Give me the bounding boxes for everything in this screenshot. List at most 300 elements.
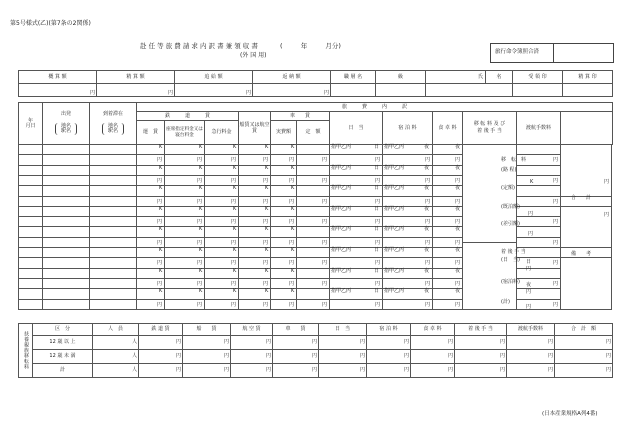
hdr-juryoin-value[interactable] bbox=[513, 84, 563, 97]
yen-cell-11-3: 円 bbox=[157, 260, 163, 267]
yen-cell-3-4: 円 bbox=[197, 177, 203, 184]
yen-cell-13-9: 円 bbox=[375, 280, 381, 287]
hdr-juryoin: 受 領 印 bbox=[513, 71, 563, 84]
km-cell-4-5: K bbox=[233, 185, 237, 192]
yen-cell-9-3: 円 bbox=[157, 239, 163, 246]
sum-yen-0-9[interactable]: 円 bbox=[507, 336, 555, 350]
km-cell-0-7: K bbox=[291, 144, 295, 150]
ryohi-header: 旅 費 内 訳 bbox=[137, 103, 613, 112]
sum-yen-0-2[interactable]: 円 bbox=[183, 336, 231, 350]
note-iten-yen: 円 bbox=[604, 179, 610, 185]
sum-yen-1-9[interactable]: 円 bbox=[507, 350, 555, 364]
yen-cell-1-5: 円 bbox=[231, 157, 237, 164]
nitto-header: 日 当 bbox=[330, 112, 383, 145]
yen-cell-11-4: 円 bbox=[197, 260, 203, 267]
col-departure bbox=[43, 103, 90, 145]
sum-yen-2-2[interactable]: 円 bbox=[183, 364, 231, 378]
hdr-tsuikyu: 追 給 額 bbox=[175, 71, 253, 84]
yen-cell-1-9: 円 bbox=[375, 157, 381, 164]
sum-row-over12 bbox=[19, 336, 613, 350]
hi-nitto-8: 日 bbox=[374, 226, 380, 233]
yen-cell-15-7: 円 bbox=[289, 301, 295, 308]
sum-yen-0-4[interactable]: 円 bbox=[273, 336, 319, 350]
tokou-row-line-5 bbox=[516, 196, 560, 197]
yen-cell-3-10: 円 bbox=[425, 177, 431, 184]
yen-cell-5-9: 円 bbox=[375, 198, 381, 205]
km-cell-12-3: K bbox=[159, 267, 163, 274]
km-cell-14-7: K bbox=[291, 288, 295, 295]
yen-cell-7-3: 円 bbox=[157, 219, 163, 226]
note-nitto-yen: 円 bbox=[526, 266, 532, 272]
tokou-row-line-12 bbox=[516, 268, 560, 269]
arrival-label: 到着滞在 bbox=[102, 111, 123, 117]
note-chakugo: 着 後 手 当 bbox=[501, 249, 526, 255]
yen-cell-7-6: 円 bbox=[263, 219, 269, 226]
shitei-shuku-8: 指甲乙丙 bbox=[384, 226, 405, 233]
right-panel-top bbox=[561, 112, 613, 145]
tokou-row-line-1 bbox=[516, 154, 560, 155]
biko-top bbox=[560, 247, 612, 248]
title-year: 年 bbox=[300, 42, 308, 50]
sum-hdr-senpaku: 船 賃 bbox=[183, 324, 231, 336]
form-subtitle: (外 国 用) bbox=[240, 52, 267, 59]
note-teigaku: (定額) bbox=[501, 185, 515, 191]
yen-cell-5-3: 円 bbox=[157, 198, 163, 205]
hdr-tsuikyu-value[interactable]: 円 bbox=[175, 84, 253, 97]
sum-yen-2-5[interactable]: 円 bbox=[319, 364, 367, 378]
shitei-nitto-14: 指甲乙丙 bbox=[331, 288, 352, 295]
km-cell-10-3: K bbox=[159, 247, 163, 253]
detail-body-bottom bbox=[18, 309, 612, 310]
hdr-henno: 返 納 額 bbox=[253, 71, 331, 84]
hdr-shi-value[interactable] bbox=[426, 84, 513, 97]
shitei-nitto-10: 指甲乙丙 bbox=[331, 247, 352, 253]
yen-cell-5-10: 円 bbox=[425, 198, 431, 205]
km-cell-6-5: K bbox=[233, 205, 237, 212]
summary-table bbox=[18, 323, 613, 378]
sum-hdr-chakugo: 着 後 手 当 bbox=[455, 324, 507, 336]
sum-yen-2-9[interactable]: 円 bbox=[507, 364, 555, 378]
yen-cell-11-6: 円 bbox=[263, 260, 269, 267]
detail-row-line-11 bbox=[18, 257, 462, 258]
yen-cell-11-11: 円 bbox=[455, 260, 461, 267]
note-kei-yen: 円 bbox=[526, 304, 532, 310]
summary-side-label: 扶養親族移転料 bbox=[19, 324, 33, 378]
gokei-yen: 円 bbox=[604, 212, 610, 218]
note-yen-3: 円 bbox=[528, 231, 534, 237]
senpaku-header: 船賃又は航空賃 bbox=[239, 112, 271, 145]
km-cell-10-6: K bbox=[265, 247, 269, 253]
hi-nitto-10: 日 bbox=[374, 247, 380, 253]
sum-yen-1-5[interactable]: 円 bbox=[319, 350, 367, 364]
tokou-row-line-2 bbox=[516, 165, 560, 166]
shitei-shuku-14: 指甲乙丙 bbox=[384, 288, 405, 295]
tokou-header: 渡航手数料 bbox=[517, 112, 561, 145]
km-cell-14-4: K bbox=[199, 288, 203, 295]
sum-nin-1[interactable]: 人 bbox=[93, 350, 139, 364]
sum-yen-0-7[interactable]: 円 bbox=[411, 336, 455, 350]
sum-hdr-shuku: 宿 泊 料 bbox=[367, 324, 411, 336]
yen-cell-5-6: 円 bbox=[263, 198, 269, 205]
tetsudo-header: 鉄 道 賃 bbox=[137, 112, 239, 121]
km-cell-6-4: K bbox=[199, 205, 203, 212]
sum-yen-0-3[interactable]: 円 bbox=[231, 336, 273, 350]
sum-yen-1-10[interactable]: 円 bbox=[555, 350, 613, 364]
km-cell-0-5: K bbox=[233, 144, 237, 150]
yen-cell-15-8: 円 bbox=[322, 301, 328, 308]
note-rotei: (路 程) bbox=[501, 167, 517, 173]
yen-cell-11-10: 円 bbox=[425, 260, 431, 267]
yen-cell-13-11: 円 bbox=[455, 280, 461, 287]
yen-cell-11-9: 円 bbox=[375, 260, 381, 267]
km-cell-10-7: K bbox=[291, 247, 295, 253]
tokou-row-line-10 bbox=[516, 247, 560, 248]
yen-cell-9-5: 円 bbox=[231, 239, 237, 246]
hdr-seisanin-value[interactable] bbox=[563, 84, 613, 97]
detail-row-line-5 bbox=[18, 196, 462, 197]
sum-yen-1-2[interactable]: 円 bbox=[183, 350, 231, 364]
yen-cell-1-8: 円 bbox=[322, 157, 328, 164]
shitei-nitto-4: 指甲乙丙 bbox=[331, 185, 352, 192]
detail-col-line-12 bbox=[462, 144, 463, 309]
approval-box bbox=[490, 43, 614, 63]
yen-cell-9-10: 円 bbox=[425, 239, 431, 246]
km-cell-8-6: K bbox=[265, 226, 269, 233]
form-id: 第5号様式(乙)(第7条の2関係) bbox=[10, 20, 91, 27]
sum-hdr-tetsudo: 鉄 道 賃 bbox=[139, 324, 183, 336]
iten-split bbox=[462, 242, 516, 243]
shitei-nitto-6: 指甲乙丙 bbox=[331, 205, 352, 212]
yen-tokou-15: 円 bbox=[553, 301, 559, 308]
title-text: 赴 任 等 旅 費 請 求 内 訳 書 兼 領 収 書 bbox=[140, 42, 258, 50]
sum-kubun-1: 12 歳 未 満 bbox=[33, 350, 93, 364]
shitei-nitto-12: 指甲乙丙 bbox=[331, 267, 352, 274]
yen-cell-9-11: 円 bbox=[455, 239, 461, 246]
yen-cell-9-8: 円 bbox=[322, 239, 328, 246]
tokou-row-line-11 bbox=[516, 257, 560, 258]
note-shuku-ya: 夜 bbox=[526, 282, 532, 288]
footer-note: (日本産業規格A列4番) bbox=[542, 411, 598, 417]
hi-nitto-12: 日 bbox=[374, 267, 380, 274]
ya-shokutaku-12: 夜 bbox=[455, 267, 461, 274]
approval-label: 旅行命令簿照合済 bbox=[495, 49, 540, 55]
km-cell-6-7: K bbox=[291, 205, 295, 212]
km-cell-10-4: K bbox=[199, 247, 203, 253]
shitei-nitto-2: 指甲乙丙 bbox=[331, 164, 352, 171]
title-date-open: ( bbox=[280, 42, 283, 50]
yen-cell-15-4: 円 bbox=[197, 301, 203, 308]
yen-cell-3-3: 円 bbox=[157, 177, 163, 184]
tokou-row-line-9 bbox=[516, 237, 560, 238]
yen-cell-13-8: 円 bbox=[322, 280, 328, 287]
hdr-seisan: 精 算 額 bbox=[97, 71, 175, 84]
sum-yen-2-8[interactable]: 円 bbox=[455, 364, 507, 378]
hdr-mei: 名 bbox=[486, 71, 513, 84]
yen-tokou-9: 円 bbox=[553, 239, 559, 246]
teigaku-header: 定 額 bbox=[297, 121, 330, 145]
detail-row-line-7 bbox=[18, 216, 462, 217]
sum-yen-2-6[interactable]: 円 bbox=[367, 364, 411, 378]
col-arrival bbox=[90, 103, 137, 145]
note-shukuhaku: (宿泊料) bbox=[501, 279, 520, 285]
yen-cell-7-9: 円 bbox=[375, 219, 381, 226]
ya-shuku-12: 夜 bbox=[424, 267, 430, 274]
yen-cell-15-9: 円 bbox=[375, 301, 381, 308]
departure-sub: 地名 駅名 bbox=[55, 123, 77, 135]
sum-yen-1-8[interactable]: 円 bbox=[455, 350, 507, 364]
sum-yen-0-5[interactable]: 円 bbox=[319, 336, 367, 350]
km-cell-0-6: K bbox=[265, 144, 269, 150]
sum-yen-0-6[interactable]: 円 bbox=[367, 336, 411, 350]
km-cell-6-3: K bbox=[159, 205, 163, 212]
yen-cell-3-9: 円 bbox=[375, 177, 381, 184]
shitei-shuku-10: 指甲乙丙 bbox=[384, 247, 405, 253]
yen-cell-13-3: 円 bbox=[157, 280, 163, 287]
hdr-kyu: 級 bbox=[376, 71, 426, 84]
yen-cell-1-3: 円 bbox=[157, 157, 163, 164]
km-cell-4-6: K bbox=[265, 185, 269, 192]
sum-hdr-shokutaku: 食 卓 料 bbox=[411, 324, 455, 336]
ya-shuku-10: 夜 bbox=[424, 247, 430, 253]
km-cell-14-5: K bbox=[233, 288, 237, 295]
km-cell-12-6: K bbox=[265, 267, 269, 274]
ya-shuku-4: 夜 bbox=[424, 185, 430, 192]
sum-yen-0-1[interactable]: 円 bbox=[139, 336, 183, 350]
tokou-row-line-4 bbox=[516, 185, 560, 186]
detail-col-line-15 bbox=[560, 144, 561, 309]
yen-cell-3-7: 円 bbox=[289, 177, 295, 184]
biko-label: 備 考 bbox=[571, 251, 592, 257]
ya-shuku-2: 夜 bbox=[424, 164, 430, 171]
sum-hdr-gokei: 合 計 額 bbox=[555, 324, 613, 336]
hi-nitto-4: 日 bbox=[374, 185, 380, 192]
yen-cell-7-4: 円 bbox=[197, 219, 203, 226]
hdr-henno-value[interactable]: 円 bbox=[253, 84, 331, 97]
yen-tokou-3: 円 bbox=[553, 177, 559, 184]
yen-cell-7-7: 円 bbox=[289, 219, 295, 226]
hi-nitto-14: 日 bbox=[374, 288, 380, 295]
yen-cell-15-5: 円 bbox=[231, 301, 237, 308]
km-cell-2-4: K bbox=[199, 164, 203, 171]
tokou-row-line-7 bbox=[516, 216, 560, 217]
sum-yen-1-7[interactable]: 円 bbox=[411, 350, 455, 364]
sum-yen-2-7[interactable]: 円 bbox=[411, 364, 455, 378]
yen-cell-13-4: 円 bbox=[197, 280, 203, 287]
tokou-row-line-6 bbox=[516, 206, 560, 207]
km-cell-0-3: K bbox=[159, 144, 163, 150]
yen-cell-5-11: 円 bbox=[455, 198, 461, 205]
yen-cell-7-10: 円 bbox=[425, 219, 431, 226]
ya-shuku-0: 夜 bbox=[424, 144, 430, 150]
detail-row-line-3 bbox=[18, 175, 462, 176]
ya-shuku-6: 夜 bbox=[424, 205, 430, 212]
yen-cell-7-8: 円 bbox=[322, 219, 328, 226]
tokou-row-line-14 bbox=[516, 288, 560, 289]
detail-row-line-13 bbox=[18, 278, 462, 279]
km-cell-2-3: K bbox=[159, 164, 163, 171]
yen-cell-1-11: 円 bbox=[455, 157, 461, 164]
hdr-seisanin: 精 算 印 bbox=[563, 71, 613, 84]
km-cell-12-7: K bbox=[291, 267, 295, 274]
yen-cell-1-10: 円 bbox=[425, 157, 431, 164]
yen-cell-5-8: 円 bbox=[322, 198, 328, 205]
gokei-label: 合 計 bbox=[571, 195, 592, 201]
ya-shokutaku-4: 夜 bbox=[455, 185, 461, 192]
sum-nin-0[interactable]: 人 bbox=[93, 336, 139, 350]
hi-nitto-6: 日 bbox=[374, 205, 380, 212]
yen-tokou-5: 円 bbox=[553, 198, 559, 205]
yen-cell-11-7: 円 bbox=[289, 260, 295, 267]
untin-header: 運 賃 bbox=[137, 121, 165, 145]
yen-tokou-7: 円 bbox=[553, 219, 559, 226]
yen-cell-15-11: 円 bbox=[455, 301, 461, 308]
shitei-nitto-8: 指甲乙丙 bbox=[331, 226, 352, 233]
sum-yen-0-8[interactable]: 円 bbox=[455, 336, 507, 350]
km-cell-12-5: K bbox=[233, 267, 237, 274]
km-cell-10-5: K bbox=[233, 247, 237, 253]
yen-cell-7-11: 円 bbox=[455, 219, 461, 226]
shitei-shuku-6: 指甲乙丙 bbox=[384, 205, 405, 212]
ya-shokutaku-6: 夜 bbox=[455, 205, 461, 212]
yen-tokou-11: 円 bbox=[553, 260, 559, 267]
shitei-nitto-0: 指甲乙丙 bbox=[331, 144, 352, 150]
ya-shokutaku-14: 夜 bbox=[455, 288, 461, 295]
yen-cell-5-5: 円 bbox=[231, 198, 237, 205]
kyuko-header: 急行料金 bbox=[205, 121, 239, 145]
km-cell-2-6: K bbox=[265, 164, 269, 171]
yen-cell-3-6: 円 bbox=[263, 177, 269, 184]
yen-cell-9-7: 円 bbox=[289, 239, 295, 246]
km-cell-8-5: K bbox=[233, 226, 237, 233]
note-shuku-yen: 円 bbox=[526, 289, 532, 295]
yen-cell-1-6: 円 bbox=[263, 157, 269, 164]
ya-shuku-8: 夜 bbox=[424, 226, 430, 233]
km-cell-2-7: K bbox=[291, 164, 295, 171]
tokou-row-line-8 bbox=[516, 226, 560, 227]
sum-hdr-nin: 人 員 bbox=[93, 324, 139, 336]
yen-cell-15-6: 円 bbox=[263, 301, 269, 308]
gokei-mid bbox=[560, 206, 612, 207]
sum-yen-2-4[interactable]: 円 bbox=[273, 364, 319, 378]
sum-yen-1-6[interactable]: 円 bbox=[367, 350, 411, 364]
sum-hdr-nitto: 日 当 bbox=[319, 324, 367, 336]
sum-yen-1-3[interactable]: 円 bbox=[231, 350, 273, 364]
km-cell-4-4: K bbox=[199, 185, 203, 192]
yen-cell-15-10: 円 bbox=[425, 301, 431, 308]
km-cell-8-4: K bbox=[199, 226, 203, 233]
tokou-row-line-3 bbox=[516, 175, 560, 176]
note-sahiki: (差引額) bbox=[501, 221, 520, 227]
hi-nitto-2: 日 bbox=[374, 164, 380, 171]
yen-cell-1-7: 円 bbox=[289, 157, 295, 164]
km-cell-2-5: K bbox=[233, 164, 237, 171]
sum-yen-1-1[interactable]: 円 bbox=[139, 350, 183, 364]
yen-cell-15-3: 円 bbox=[157, 301, 163, 308]
ya-shokutaku-0: 夜 bbox=[455, 144, 461, 150]
hdr-shi: 氏 bbox=[426, 71, 486, 84]
yen-cell-13-10: 円 bbox=[425, 280, 431, 287]
note-kei: (計) bbox=[501, 299, 510, 305]
hdr-kyu-value[interactable] bbox=[376, 84, 426, 97]
sum-kubun-2: 計 bbox=[33, 364, 93, 378]
shokutaku-header: 食 卓 料 bbox=[433, 112, 463, 145]
yen-cell-13-6: 円 bbox=[263, 280, 269, 287]
km-cell-0-4: K bbox=[199, 144, 203, 150]
km-cell-8-3: K bbox=[159, 226, 163, 233]
yen-cell-9-9: 円 bbox=[375, 239, 381, 246]
iten-header: 移 転 料 及 び 着 後 手 当 bbox=[463, 112, 517, 145]
note-nitto-hi: 日 bbox=[526, 259, 532, 265]
yen-cell-9-6: 円 bbox=[263, 239, 269, 246]
ya-shuku-14: 夜 bbox=[424, 288, 430, 295]
hdr-gaisan-value[interactable]: 円 bbox=[19, 84, 97, 97]
yen-cell-3-11: 円 bbox=[455, 177, 461, 184]
detail-row-line-9 bbox=[18, 237, 462, 238]
sum-yen-0-10[interactable]: 円 bbox=[555, 336, 613, 350]
shitei-shuku-4: 指甲乙丙 bbox=[384, 185, 405, 192]
yen-cell-11-5: 円 bbox=[231, 260, 237, 267]
shitei-shuku-12: 指甲乙丙 bbox=[384, 267, 405, 274]
tokkyu-header: 座席指定料金又は寝台料金 bbox=[165, 121, 205, 145]
shitei-shuku-0: 指甲乙丙 bbox=[384, 144, 405, 150]
form-title bbox=[140, 43, 341, 50]
detail-row-line-1 bbox=[18, 154, 462, 155]
detail-table bbox=[18, 102, 613, 145]
sum-hdr-koku: 航 空 賃 bbox=[231, 324, 273, 336]
hi-nitto-0: 日 bbox=[374, 144, 380, 150]
sum-yen-1-4[interactable]: 円 bbox=[273, 350, 319, 364]
km-cell-4-7: K bbox=[291, 185, 295, 192]
yen-cell-1-4: 円 bbox=[197, 157, 203, 164]
km-cell-14-6: K bbox=[265, 288, 269, 295]
sum-yen-2-10[interactable]: 円 bbox=[555, 364, 613, 378]
detail-body-right bbox=[611, 144, 612, 309]
sum-yen-2-3[interactable]: 円 bbox=[231, 364, 273, 378]
shitei-shuku-2: 指甲乙丙 bbox=[384, 164, 405, 171]
yen-cell-5-4: 円 bbox=[197, 198, 203, 205]
hdr-gaisan: 概 算 額 bbox=[19, 71, 97, 84]
note-genpaku: (既泊額) bbox=[501, 204, 520, 210]
ya-shokutaku-8: 夜 bbox=[455, 226, 461, 233]
hdr-shokuso: 職 層 名 bbox=[331, 71, 376, 84]
sum-yen-2-1[interactable]: 円 bbox=[139, 364, 183, 378]
note-nitto: (日 当) bbox=[501, 257, 520, 263]
note-km: K bbox=[530, 179, 534, 185]
km-cell-8-7: K bbox=[291, 226, 295, 233]
yen-cell-11-8: 円 bbox=[322, 260, 328, 267]
yen-cell-13-7: 円 bbox=[289, 280, 295, 287]
km-cell-4-3: K bbox=[159, 185, 163, 192]
shukuhaku-header: 宿 泊 料 bbox=[383, 112, 433, 145]
hdr-shokuso-value[interactable] bbox=[331, 84, 376, 97]
yen-cell-9-4: 円 bbox=[197, 239, 203, 246]
sum-nin-2[interactable]: 人 bbox=[93, 364, 139, 378]
note-iten: 移 転 料 bbox=[501, 157, 527, 163]
hdr-seisan-value[interactable]: 円 bbox=[97, 84, 175, 97]
tokou-row-line-13 bbox=[516, 278, 560, 279]
sum-row-under12 bbox=[19, 350, 613, 364]
yen-cell-3-5: 円 bbox=[231, 177, 237, 184]
yen-tokou-1: 円 bbox=[553, 157, 559, 164]
ya-shokutaku-10: 夜 bbox=[455, 247, 461, 253]
title-month: 月分) bbox=[325, 42, 341, 50]
arrival-sub: 地名 駅名 bbox=[102, 123, 124, 135]
sum-kubun-0: 12 歳 以 上 bbox=[33, 336, 93, 350]
sum-row-total bbox=[19, 364, 613, 378]
yen-cell-3-8: 円 bbox=[322, 177, 328, 184]
sum-hdr-sha: 車 賃 bbox=[273, 324, 319, 336]
sum-hdr-tokou: 渡航手数料 bbox=[507, 324, 555, 336]
